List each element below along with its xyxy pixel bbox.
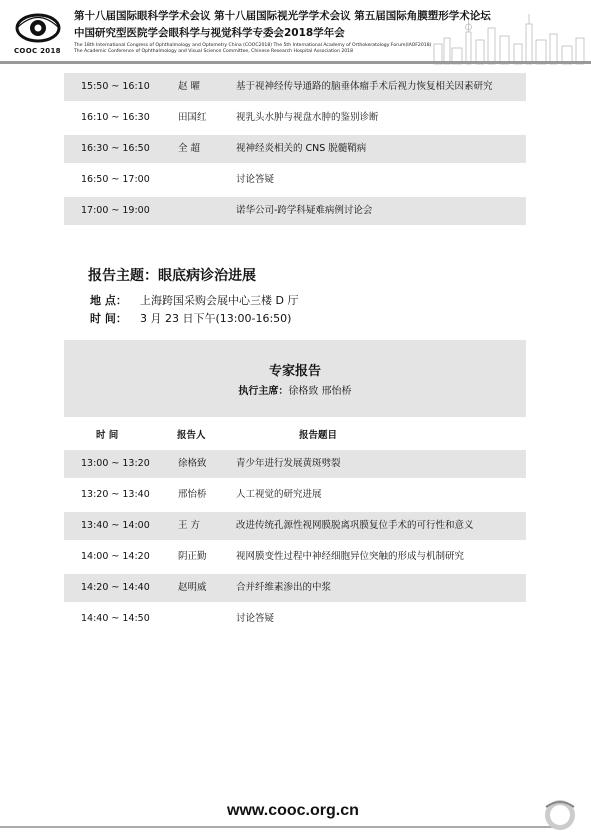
row-speaker: 邢怡桥 xyxy=(178,489,207,500)
table-row xyxy=(64,574,526,602)
table-row xyxy=(64,135,526,163)
table-row xyxy=(64,512,526,540)
row-time: 13:00 ~ 13:20 xyxy=(81,458,150,469)
row-time: 13:40 ~ 14:00 xyxy=(81,520,150,531)
row-time: 14:00 ~ 14:20 xyxy=(81,551,150,562)
row-time: 17:00 ~ 19:00 xyxy=(81,205,150,216)
row-topic: 基于视神经传导通路的脑垂体瘤手术后视力恢复相关因素研究 xyxy=(236,81,493,92)
row-speaker: 徐格致 xyxy=(178,458,207,469)
chair-label: 执行主席： xyxy=(238,386,289,397)
row-time: 16:10 ~ 16:30 xyxy=(81,112,150,123)
logo-text: COOC 2018 xyxy=(14,47,61,55)
header-title-line2: 中国研究型医院学会眼科学与视觉科学专委会2018学年会 xyxy=(74,27,345,39)
row-topic: 合并纤维素渗出的中浆 xyxy=(236,582,332,593)
row-speaker: 赵 曜 xyxy=(178,81,201,92)
column-header-speaker: 报告人 xyxy=(177,430,206,441)
city-skyline-icon xyxy=(430,10,591,66)
time-value: 3 月 23 日下午(13:00-16:50) xyxy=(140,312,292,325)
column-header-topic: 报告题目 xyxy=(299,430,338,441)
time-label: 时 间： xyxy=(90,312,127,325)
time-line xyxy=(90,310,291,326)
table-row xyxy=(64,481,526,509)
chair-line xyxy=(64,382,526,397)
chair-names: 徐格致 邢怡桥 xyxy=(288,386,352,397)
row-speaker: 田国红 xyxy=(178,112,207,123)
header-title-line1: 第十八届国际眼科学学术会议 第十八届国际视光学学术会议 第五届国际角膜塑形学术论坛 xyxy=(74,10,491,22)
row-topic: 诺华公司-跨学科疑难病例讨论会 xyxy=(236,205,373,216)
row-speaker: 全 超 xyxy=(178,143,201,154)
page-header xyxy=(0,0,591,70)
location-line xyxy=(90,292,298,308)
column-header-time: 时 间 xyxy=(96,430,119,441)
row-speaker: 阴正勤 xyxy=(178,551,207,562)
row-time: 16:30 ~ 16:50 xyxy=(81,143,150,154)
location-value: 上海跨国采购会展中心三楼 D 厅 xyxy=(140,294,299,307)
row-time: 16:50 ~ 17:00 xyxy=(81,174,150,185)
row-time: 14:40 ~ 14:50 xyxy=(81,613,150,624)
row-time: 14:20 ~ 14:40 xyxy=(81,582,150,593)
section-title: 报告主题：眼底病诊治进展 xyxy=(88,268,256,284)
header-divider xyxy=(0,61,591,64)
row-topic: 视网膜变性过程中神经细胞异位突触的形成与机制研究 xyxy=(236,551,465,562)
row-speaker: 赵明威 xyxy=(178,582,207,593)
row-topic: 视乳头水肿与视盘水肿的鉴别诊断 xyxy=(236,112,379,123)
table-row xyxy=(64,73,526,101)
cooc-logo-icon xyxy=(14,11,62,49)
row-speaker: 王 方 xyxy=(178,520,201,531)
table-row xyxy=(64,605,526,633)
header-english-line1: The 18th International Congress of Ophthalmology and Optometry China (COOC2018) The 5th International Academy of Orthokeratology Forum(IAOF2018) xyxy=(74,43,432,48)
expert-report-banner xyxy=(64,340,526,417)
footer-website-link[interactable]: www.cooc.org.cn xyxy=(227,802,359,819)
table-row xyxy=(64,543,526,571)
row-topic: 青少年进行发展黄斑劈裂 xyxy=(236,458,341,469)
row-topic: 视神经炎相关的 CNS 脱髓鞘病 xyxy=(236,143,367,154)
footer-divider xyxy=(0,826,560,828)
table-row xyxy=(64,450,526,478)
header-english-line2: The Academic Conference of Ophthalmology and Visual Science Committee, Chinese Research Hospital Association 2018 xyxy=(74,48,354,54)
location-label: 地 点： xyxy=(90,294,127,307)
row-topic: 改进传统孔源性视网膜脱离巩膜复位手术的可行性和意义 xyxy=(236,520,474,531)
row-topic: 讨论答疑 xyxy=(236,613,275,624)
row-time: 13:20 ~ 13:40 xyxy=(81,489,150,500)
footer-globe-icon xyxy=(540,795,580,831)
table-row xyxy=(64,197,526,225)
row-topic: 讨论答疑 xyxy=(236,174,275,185)
table-row xyxy=(64,166,526,194)
row-topic: 人工视觉的研究进展 xyxy=(236,489,322,500)
row-time: 15:50 ~ 16:10 xyxy=(81,81,150,92)
expert-report-title: 专家报告 xyxy=(268,364,321,379)
table-row xyxy=(64,104,526,132)
header-english-subtitle xyxy=(74,43,431,54)
